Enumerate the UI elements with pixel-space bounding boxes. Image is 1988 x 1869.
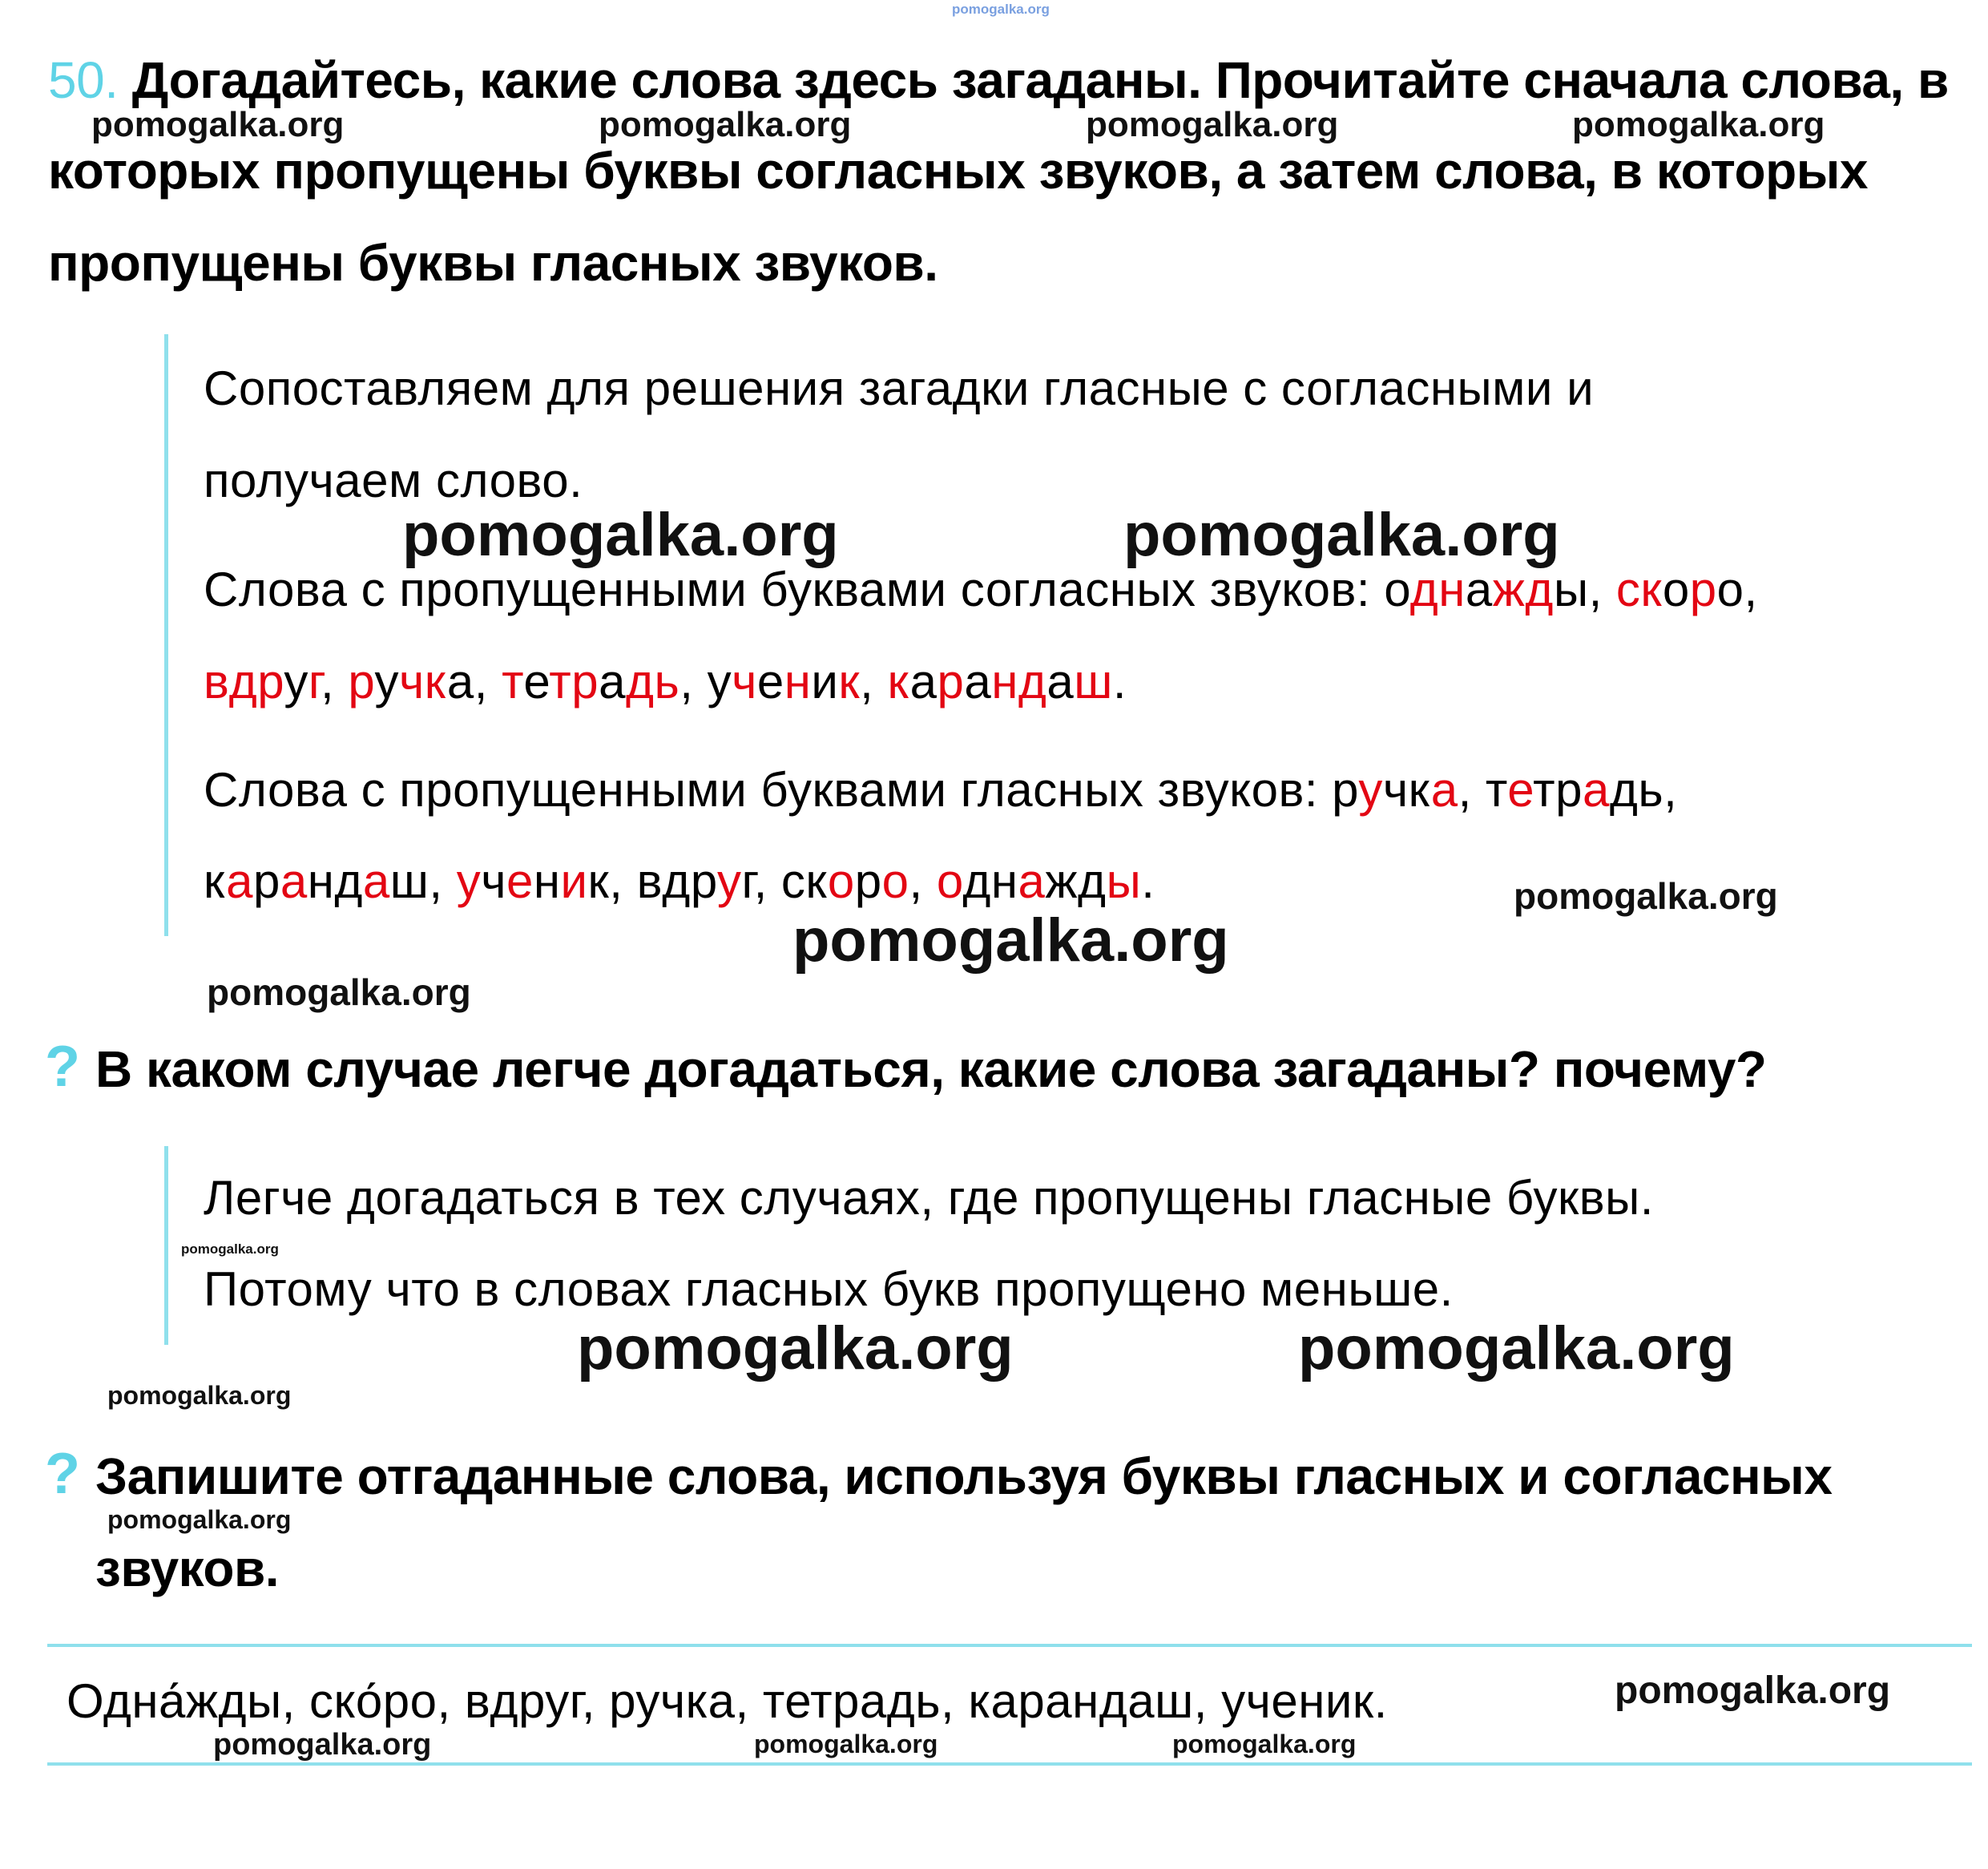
missing-letters: а: [1430, 763, 1458, 817]
missing-letters: е: [1507, 763, 1534, 817]
watermark: pomogalka.org: [1172, 1730, 1357, 1758]
word-letters: ,: [860, 655, 888, 708]
missing-letters: к: [887, 655, 910, 708]
missing-letters: у: [1358, 763, 1383, 817]
watermark: pomogalka.org: [599, 105, 852, 144]
word-letters: а: [446, 655, 474, 708]
vowel-words-line-2: [204, 854, 1155, 908]
missing-letters: а: [1582, 763, 1610, 817]
consonants-label: Слова с пропущенными буквами согласных звуков:: [204, 563, 1385, 616]
exercise-number: 50.: [48, 51, 119, 109]
word-letters: а: [599, 655, 626, 708]
answer-2-border: [164, 1146, 168, 1345]
word-letters: а: [1465, 563, 1493, 616]
vowel-words-line-1: [204, 763, 1678, 817]
missing-letters: дь: [626, 655, 680, 708]
word-letters: о: [1384, 563, 1410, 616]
exercise-title-line-3: пропущены буквы гласных звуков.: [48, 234, 938, 292]
word-letters: вдр: [636, 854, 718, 908]
highlighted-word: [204, 854, 457, 908]
word-letters: ,: [753, 854, 781, 908]
word-letters: ,: [1744, 563, 1758, 616]
missing-letters: ск: [1615, 563, 1663, 616]
missing-letters: и: [560, 854, 588, 908]
highlighted-word: [1616, 563, 1758, 616]
watermark: pomogalka.org: [1572, 105, 1825, 144]
missing-letters: ш: [1074, 655, 1113, 708]
word-letters: ,: [909, 854, 937, 908]
word-letters: тр: [1533, 763, 1583, 817]
question-mark-icon: ?: [45, 1035, 80, 1099]
word-letters: жд: [1045, 854, 1107, 908]
word-letters: а: [964, 655, 992, 708]
word-letters: ,: [320, 655, 349, 708]
word-letters: нд: [307, 854, 363, 908]
word-letters: т: [1485, 763, 1508, 817]
word-letters: ш: [389, 854, 429, 908]
missing-letters: р: [1689, 563, 1717, 616]
answer-2-line-2: Потому что в словах гласных букв пропущено меньше.: [204, 1262, 1454, 1316]
highlighted-word: [1384, 563, 1616, 616]
intro-line-1: Сопоставляем для решения загадки гласные с согласными и: [204, 361, 1595, 415]
highlighted-word: [637, 854, 781, 908]
missing-letters: р: [937, 655, 965, 708]
word-letters: ,: [679, 655, 708, 708]
missing-letters: ы: [1106, 854, 1142, 908]
highlighted-word: [937, 854, 1155, 908]
word-letters: р: [252, 854, 280, 908]
title-text: Догадайтесь, какие слова здесь загаданы. Прочитайте сначала слова, в: [131, 51, 1949, 109]
final-answer: Одна́жды, ско́ро, вдруг, ручка, тетрадь, карандаш, ученик.: [67, 1674, 1388, 1728]
word-letters: ск: [780, 854, 828, 908]
word-letters: дн: [962, 854, 1018, 908]
word-letters: ,: [1663, 763, 1678, 817]
missing-letters: а: [226, 854, 253, 908]
watermark: pomogalka.org: [1123, 501, 1560, 569]
word-letters: чк: [1382, 763, 1431, 817]
highlighted-word: [457, 854, 637, 908]
exercise-title-line-1: [48, 51, 1949, 109]
word-letters: и: [811, 655, 839, 708]
word-letters: р: [1332, 763, 1359, 817]
missing-letters: н: [784, 655, 812, 708]
missing-letters: вдр: [204, 655, 284, 708]
question-2-line-2: звуков.: [95, 1540, 280, 1597]
answer-2-line-1: Легче догадаться в тех случаях, где пропущены гласные буквы.: [204, 1171, 1654, 1225]
missing-letters: ч: [732, 655, 757, 708]
missing-letters: жд: [1492, 563, 1554, 616]
missing-letters: дн: [1409, 563, 1466, 616]
word-letters: дь: [1609, 763, 1664, 817]
word-letters: р: [854, 854, 882, 908]
question-mark-icon: ?: [45, 1442, 80, 1506]
divider-bottom: [47, 1762, 1972, 1766]
missing-letters: о: [827, 854, 855, 908]
consonant-words-line-1: [204, 563, 1758, 616]
watermark: pomogalka.org: [1298, 1314, 1735, 1383]
highlighted-word: [348, 655, 502, 708]
word-letters: е: [756, 655, 784, 708]
highlighted-word: [781, 854, 937, 908]
intro-line-2: получаем слово.: [204, 454, 583, 507]
consonant-words-line-2: [204, 655, 1127, 708]
missing-letters: т: [502, 655, 524, 708]
watermark: pomogalka.org: [181, 1241, 279, 1257]
question-2-line-1: Запишите отгаданные слова, используя буквы гласных и согласных: [95, 1447, 1833, 1505]
watermark: pomogalka.org: [754, 1730, 938, 1758]
answer-border: [164, 334, 168, 936]
missing-letters: тр: [549, 655, 599, 708]
missing-letters: чк: [399, 655, 447, 708]
missing-letters: нд: [991, 655, 1047, 708]
watermark: pomogalka.org: [107, 1505, 292, 1534]
word-letters: к: [204, 854, 227, 908]
watermark: pomogalka.org: [1086, 105, 1339, 144]
highlighted-word: [1332, 763, 1486, 817]
top-watermark: pomogalka.org: [952, 2, 1050, 17]
watermark: pomogalka.org: [207, 971, 471, 1013]
watermark: pomogalka.org: [1514, 875, 1778, 917]
missing-letters: а: [362, 854, 390, 908]
highlighted-word: [502, 655, 708, 708]
missing-letters: а: [1018, 854, 1046, 908]
word-letters: а: [909, 655, 938, 708]
word-letters: у: [284, 655, 308, 708]
word-letters: ч: [481, 854, 506, 908]
word-letters: ы: [1553, 563, 1589, 616]
missing-letters: г: [308, 655, 321, 708]
word-letters: у: [707, 655, 732, 708]
missing-letters: о: [881, 854, 909, 908]
word-letters: н: [533, 854, 561, 908]
divider-top: [47, 1644, 1972, 1647]
word-letters: .: [1141, 854, 1155, 908]
watermark: pomogalka.org: [577, 1314, 1014, 1383]
word-letters: к: [587, 854, 610, 908]
vowels-label: Слова с пропущенными буквами гласных звуков:: [204, 763, 1333, 817]
word-letters: а: [1046, 655, 1075, 708]
word-letters: о: [1716, 563, 1744, 616]
word-letters: е: [523, 655, 550, 708]
watermark: pomogalka.org: [213, 1728, 432, 1762]
watermark: pomogalka.org: [792, 906, 1229, 975]
watermark: pomogalka.org: [1615, 1669, 1891, 1712]
word-letters: ,: [1588, 563, 1616, 616]
word-letters: ,: [474, 655, 502, 708]
word-letters: ,: [1458, 763, 1486, 817]
missing-letters: р: [348, 655, 375, 708]
word-letters: ,: [609, 854, 637, 908]
watermark: pomogalka.org: [107, 1381, 292, 1410]
highlighted-word: [708, 655, 888, 708]
highlighted-word: [1486, 763, 1677, 817]
word-letters: г: [741, 854, 754, 908]
word-letters: .: [1112, 655, 1127, 708]
missing-letters: е: [506, 854, 534, 908]
missing-letters: у: [456, 854, 482, 908]
missing-letters: а: [280, 854, 308, 908]
missing-letters: у: [717, 854, 742, 908]
watermark: pomogalka.org: [91, 105, 345, 144]
highlighted-word: [888, 655, 1127, 708]
watermark: pomogalka.org: [402, 501, 839, 569]
exercise-title-line-2: которых пропущены буквы согласных звуков, а затем слова, в которых: [48, 142, 1868, 200]
missing-letters: о: [936, 854, 963, 908]
word-letters: о: [1662, 563, 1690, 616]
missing-letters: к: [838, 655, 861, 708]
highlighted-word: [204, 655, 348, 708]
word-letters: у: [374, 655, 400, 708]
word-letters: ,: [429, 854, 457, 908]
question-1-text: В каком случае легче догадаться, какие слова загаданы? почему?: [95, 1040, 1767, 1098]
